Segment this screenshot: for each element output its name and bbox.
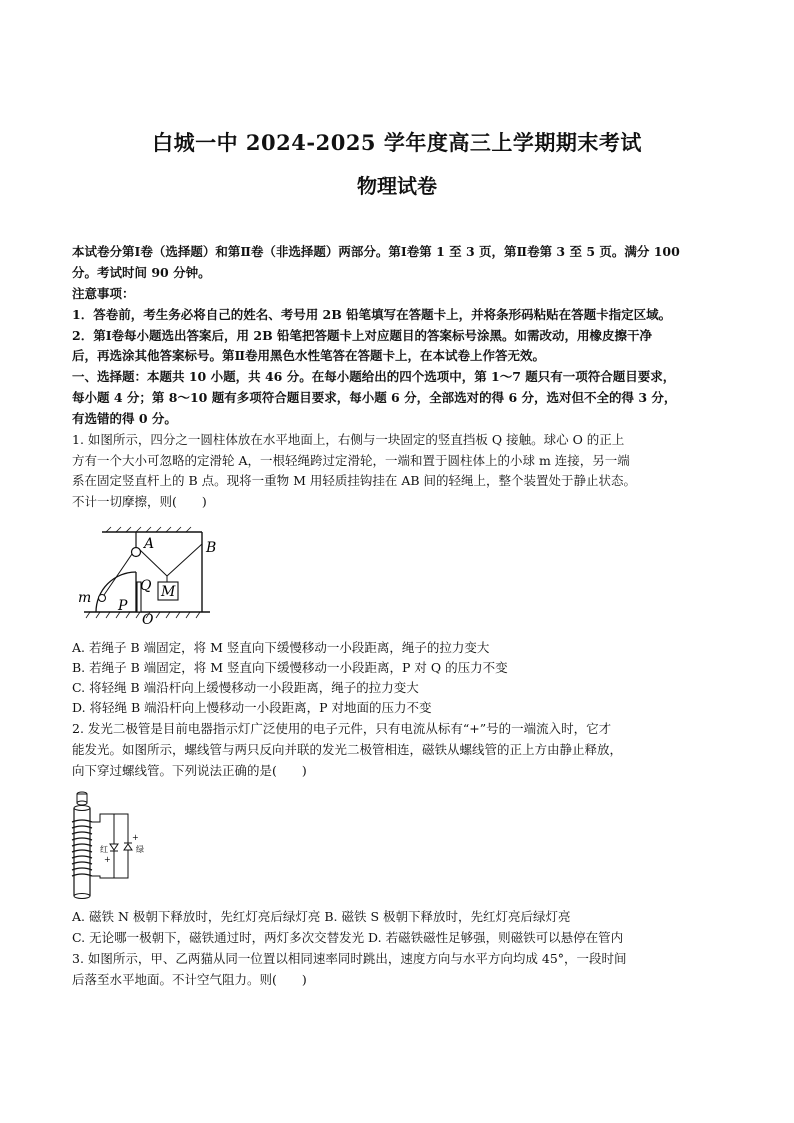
red-led-label: 红 xyxy=(100,845,108,854)
q1-option-a: A. 若绳子 B 端固定，将 M 竖直向下缓慢移动一小段距离，绳子的拉力变大 xyxy=(72,640,490,655)
notice-1: 1．答卷前，考生务必将自己的姓名、考号用 2B 铅笔填写在答题卡上，并将条形码粘贴在答题卡指定区域。 xyxy=(72,307,672,322)
q2-options-ab: A. 磁铁 N 极朝下释放时，先红灯亮后绿灯亮 B. 磁铁 S 极朝下释放时，先红灯亮后绿灯亮 xyxy=(72,909,571,924)
intro-line-2: 分。考试时间 90 分钟。 xyxy=(72,265,211,280)
q2-options-cd: C. 无论哪一极朝下，磁铁通过时，两灯多次交替发光 D. 若磁铁磁性足够强，则磁铁可以悬停在管内 xyxy=(72,930,624,945)
intro-line-1: 本试卷分第Ⅰ卷（选择题）和第Ⅱ卷（非选择题）两部分。第Ⅰ卷第 1 至 3 页，第Ⅱ卷第 3 至 5 页。满分 100 xyxy=(72,244,680,259)
label-Q: Q xyxy=(140,578,152,594)
q2-line-3: 向下穿过螺线管。下列说法正确的是( ) xyxy=(72,763,307,778)
q1-option-c: C. 将轻绳 B 端沿杆向上缓慢移动一小段距离，绳子的拉力变大 xyxy=(72,680,419,695)
q1-option-d: D. 将轻绳 B 端沿杆向上慢移动一小段距离，P 对地面的压力不变 xyxy=(72,700,432,715)
label-m: m xyxy=(78,590,92,606)
label-A: A xyxy=(144,536,155,552)
q1-line-1: 1. 如图所示，四分之一圆柱体放在水平地面上，右侧与一块固定的竖直挡板 Q 接触。球心 O 的正上 xyxy=(72,432,625,447)
q1-option-b: B. 若绳子 B 端固定，将 M 竖直向下缓慢移动一小段距离，P 对 Q 的压力不变 xyxy=(72,660,508,675)
plus-sign-1: + xyxy=(104,855,111,864)
q1-line-4: 不计一切摩擦，则( ) xyxy=(72,494,207,509)
q3-line-1: 3. 如图所示，甲、乙两猫从同一位置以相同速率同时跳出，速度方向与水平方向均成 45°，一段时间 xyxy=(72,951,627,966)
green-led-label: 绿 xyxy=(136,845,144,854)
section-1-line-1: 一、选择题：本题共 10 小题，共 46 分。在每小题给出的四个选项中，第 1～7 题只有一项符合题目要求， xyxy=(72,369,676,384)
label-M: M xyxy=(161,584,176,600)
notice-2a: 2．第Ⅰ卷每小题选出答案后，用 2B 铅笔把答题卡上对应题目的答案标号涂黑。如需改动，用橡皮擦干净 xyxy=(72,328,653,343)
label-O: O xyxy=(142,612,154,626)
section-1-line-2: 每小题 4 分；第 8～10 题有多项符合题目要求，每小题 6 分，全部选对的得 6 分，选对但不全的得 3 分， xyxy=(72,390,677,405)
q1-line-2: 方有一个大小可忽略的定滑轮 A，一根轻绳跨过定滑轮，一端和置于圆柱体上的小球 m 连接，另一端 xyxy=(72,453,630,468)
label-P: P xyxy=(118,598,128,614)
q1-figure xyxy=(74,526,234,626)
plus-sign-2: + xyxy=(132,833,139,842)
notice-2b: 后，再选涂其他答案标号。第Ⅱ卷用黑色水性笔答在答题卡上，在本试卷上作答无效。 xyxy=(72,348,546,363)
q1-line-3: 系在固定竖直杆上的 B 点。现将一重物 M 用轻质挂钩挂在 AB 间的轻绳上，整个装置处于静止状态。 xyxy=(72,473,637,488)
exam-subject: 物理试卷 xyxy=(357,174,437,198)
exam-title: 白城一中 2024-2025 学年度高三上学期期末考试 xyxy=(152,130,642,155)
q2-line-2: 能发光。如图所示，螺线管与两只反向并联的发光二极管相连，磁铁从螺线管的正上方由静止释放， xyxy=(72,742,623,757)
q2-figure xyxy=(66,788,156,900)
notice-heading: 注意事项： xyxy=(72,286,135,301)
q2-line-1: 2. 发光二极管是目前电器指示灯广泛使用的电子元件，只有电流从标有“+”号的一端流入时，它才 xyxy=(72,721,612,736)
q3-line-2: 后落至水平地面。不计空气阻力。则( ) xyxy=(72,972,307,987)
label-B: B xyxy=(206,540,217,556)
section-1-line-3: 有选错的得 0 分。 xyxy=(72,411,177,426)
